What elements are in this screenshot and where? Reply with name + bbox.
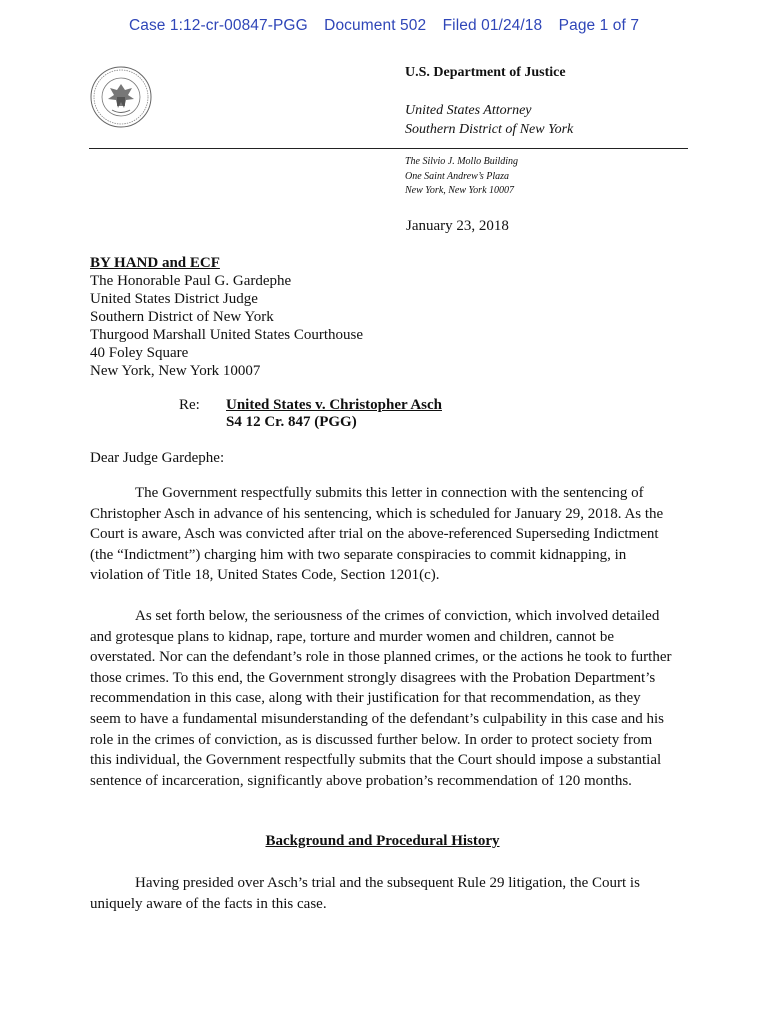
ecf-document-number: Document 502 bbox=[324, 17, 427, 34]
office-name bbox=[405, 102, 705, 139]
case-name: United States v. Christopher Asch bbox=[226, 397, 442, 413]
re-label: Re: bbox=[179, 397, 200, 413]
recipient-line: The Honorable Paul G. Gardephe bbox=[90, 273, 292, 289]
delivery-method: BY HAND and ECF bbox=[90, 255, 220, 271]
recipient-line: Thurgood Marshall United States Courthouse bbox=[90, 327, 364, 343]
address-line-2: One Saint Andrew’s Plaza bbox=[405, 170, 509, 182]
office-line-2: Southern District of New York bbox=[405, 121, 574, 137]
body-paragraph: As set forth below, the seriousness of the crimes of conviction, which involved detailed and grotesque plans to kidnap, rape, torture and murder women and children, cannot be overstated. Nor can the defendant’s role in those planned crimes, or the actions he took to further those crimes. To this end, the Government strongly disagrees with the Probation Department’s recommendation in this case, along with their justification for that recommendation, as they seem to have a fundamental misunderstanding of the defendant’s culpability in this case and his role in the crimes of conviction, as is discussed further below. In order to protect society from this individual, the Government respectfully submits that the Court should impose a substantial sentence of incarceration, significantly above probation’s recommendation of 120 months. bbox=[90, 608, 672, 789]
re-block bbox=[226, 397, 442, 431]
ecf-filing-header bbox=[0, 17, 768, 35]
address-line-3: New York, New York 10007 bbox=[405, 185, 515, 196]
letterhead-divider bbox=[89, 148, 688, 149]
letter-date: January 23, 2018 bbox=[406, 218, 509, 234]
ecf-case-number: Case 1:12-cr-00847-PGG bbox=[128, 17, 308, 34]
department-name: U.S. Department of Justice bbox=[405, 65, 566, 80]
docket-number: S4 12 Cr. 847 (PGG) bbox=[226, 414, 357, 430]
office-address bbox=[405, 155, 518, 199]
recipient-block bbox=[90, 254, 363, 380]
body-paragraph: Having presided over Asch’s trial and the subsequent Rule 29 litigation, the Court is uniquely aware of the facts in this case. bbox=[90, 875, 640, 912]
office-line-1: United States Attorney bbox=[405, 103, 532, 118]
recipient-line: 40 Foley Square bbox=[90, 345, 189, 361]
salutation: Dear Judge Gardephe: bbox=[90, 450, 225, 466]
body-paragraph: The Government respectfully submits this letter in connection with the sentencing of Christopher Asch in advance of his sentencing, which is scheduled for January 29, 2018. As the Court is aware, Asch was convicted after trial on the above-referenced Superseding Indictment (the “Indictment”) charging him with two separate conspiracies to commit kidnapping, in violation of Title 18, United States Code, Section 1201(c). bbox=[90, 485, 664, 584]
ecf-page-number: Page 1 of 7 bbox=[558, 17, 640, 34]
ecf-filed-date: Filed 01/24/18 bbox=[442, 17, 543, 34]
recipient-line: United States District Judge bbox=[90, 291, 258, 307]
recipient-line: Southern District of New York bbox=[90, 309, 274, 325]
letterhead bbox=[405, 64, 705, 139]
doj-seal-icon bbox=[90, 66, 152, 128]
address-line-1: The Silvio J. Mollo Building bbox=[405, 156, 519, 167]
section-heading: Background and Procedural History bbox=[265, 833, 500, 849]
recipient-line: New York, New York 10007 bbox=[90, 363, 261, 379]
